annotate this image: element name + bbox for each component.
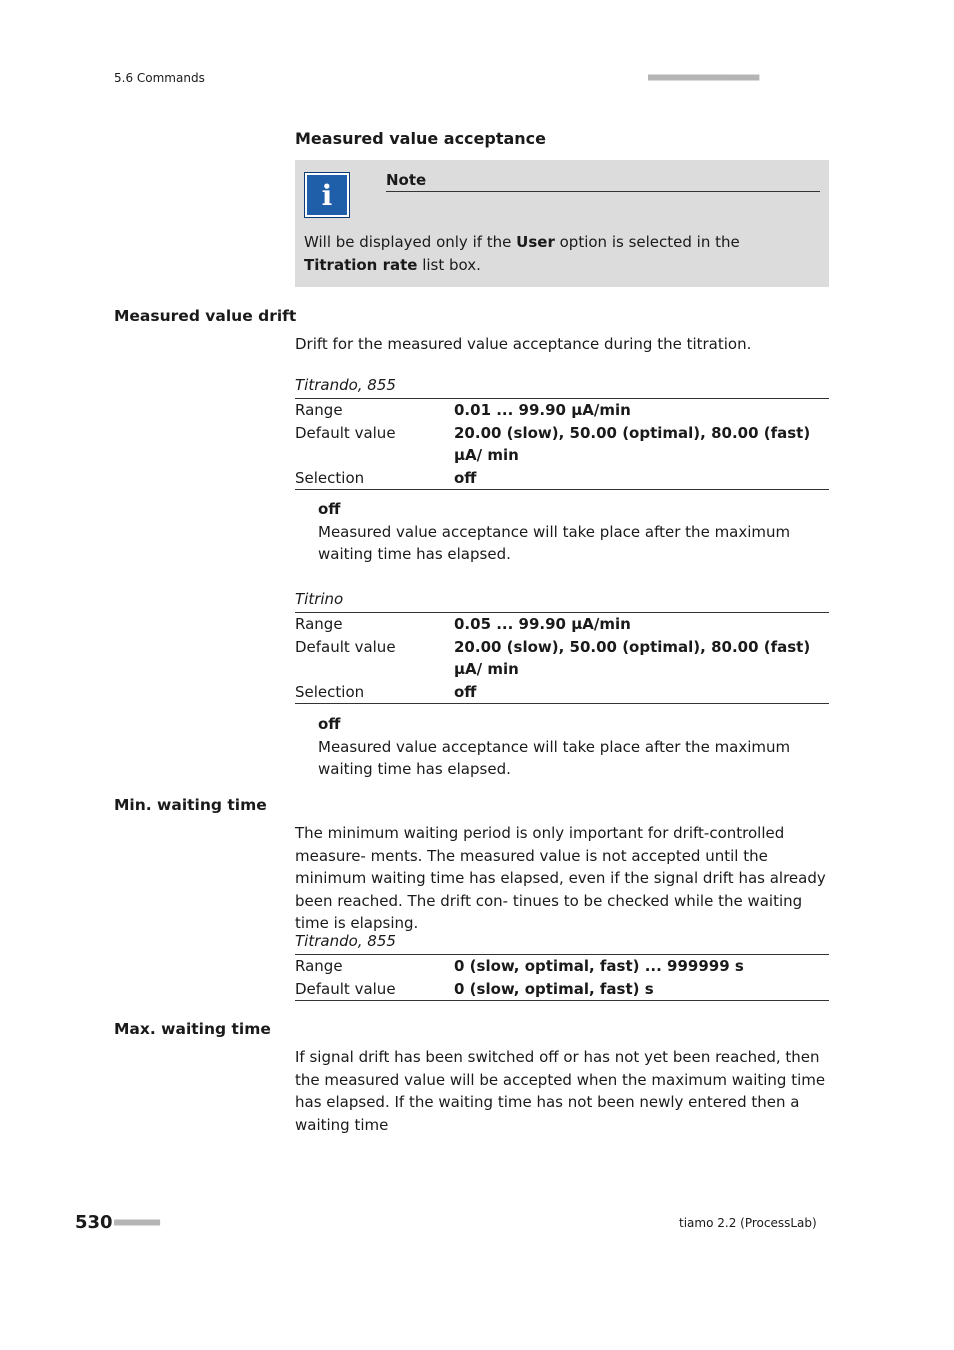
info-icon: i xyxy=(304,172,350,218)
drift-description: Drift for the measured value acceptance during the titration. xyxy=(295,335,752,353)
footer-dots: ■■■■■■■■■ xyxy=(114,1217,160,1228)
param-value: 0 (slow, optimal, fast) ... 999999 s xyxy=(454,957,744,975)
option-name: off xyxy=(318,715,341,733)
option-name: off xyxy=(318,500,341,518)
running-header-section: 5.6 Commands xyxy=(114,71,205,85)
table-row xyxy=(295,467,829,490)
param-value: off xyxy=(454,682,477,701)
table-row xyxy=(295,399,829,422)
param-label: Range xyxy=(295,615,343,633)
param-label: Default value xyxy=(295,637,396,656)
param-value: 0.01 ... 99.90 µA/min xyxy=(454,401,631,419)
option-description: Measured value acceptance will take place after the maximum waiting time has elapsed. xyxy=(318,522,791,563)
heading-min-waiting-time: Min. waiting time xyxy=(114,796,267,814)
param-value: 0 (slow, optimal, fast) s xyxy=(454,979,654,998)
param-label: Default value xyxy=(295,423,396,442)
note-text: Will be displayed only if the User option is selected in the Titration rate list box. xyxy=(304,233,740,274)
header-dots: ■■■■■■■■■■■■■■■■■■■■■■ xyxy=(648,72,759,83)
note-box xyxy=(295,160,829,287)
titrando-parameter-table xyxy=(295,398,829,490)
heading-measured-value-acceptance: Measured value acceptance xyxy=(295,129,547,148)
param-label: Selection xyxy=(295,468,365,487)
max-waiting-description: If signal drift has been switched off or has not yet been reached, then the measured value will be accepted when the maximum waiting time has elapsed. If the waiting time has not been newly entered then a waiting time xyxy=(295,1048,826,1134)
footer-product-name: tiamo 2.2 (ProcessLab) xyxy=(679,1216,817,1230)
titrino-option-off xyxy=(318,713,829,781)
page-number: 530 xyxy=(75,1212,113,1233)
table-row xyxy=(295,955,829,978)
min-waiting-caption: Titrando, 855 xyxy=(295,932,396,950)
titrino-parameter-table xyxy=(295,612,829,704)
titrando-option-off xyxy=(318,498,829,566)
param-label: Range xyxy=(295,957,343,975)
option-description: Measured value acceptance will take place after the maximum waiting time has elapsed. xyxy=(318,737,791,778)
param-value: 20.00 (slow), 50.00 (optimal), 80.00 (fast) µA/ min xyxy=(454,637,811,678)
table-row xyxy=(295,636,829,681)
min-waiting-description: The minimum waiting period is only important for drift-controlled measure- ments. The measured value is not accepted until the minimum waiting time has elapsed, even if the signal drift has already been reached. The drift con- tinues to be checked while the waiting time is elapsing. xyxy=(295,824,826,932)
param-value: off xyxy=(454,468,477,487)
titrino-caption: Titrino xyxy=(295,590,344,608)
min-waiting-parameter-table xyxy=(295,954,829,1001)
table-row xyxy=(295,978,829,1001)
param-label: Selection xyxy=(295,682,365,701)
table-row xyxy=(295,422,829,467)
heading-measured-value-drift: Measured value drift xyxy=(114,307,297,325)
table-row xyxy=(295,613,829,636)
heading-max-waiting-time: Max. waiting time xyxy=(114,1020,271,1038)
table-row xyxy=(295,681,829,704)
param-label: Default value xyxy=(295,979,396,998)
param-value: 20.00 (slow), 50.00 (optimal), 80.00 (fast) µA/ min xyxy=(454,423,811,464)
param-value: 0.05 ... 99.90 µA/min xyxy=(454,615,631,633)
titrando-caption: Titrando, 855 xyxy=(295,376,396,394)
note-title: Note xyxy=(386,171,820,192)
param-label: Range xyxy=(295,401,343,419)
